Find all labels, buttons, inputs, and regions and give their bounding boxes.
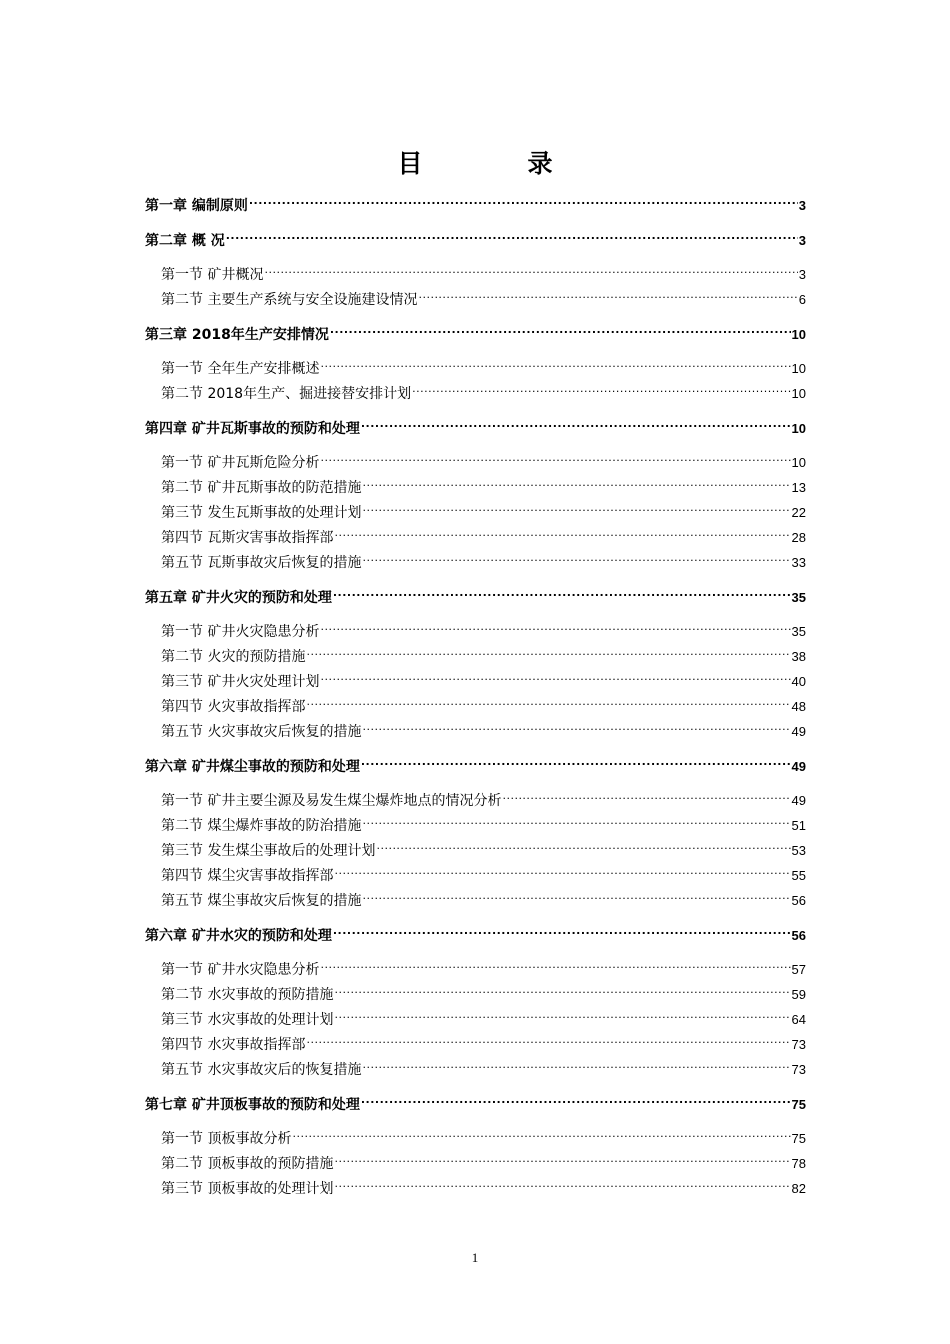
- toc-entry-page: 49: [791, 759, 806, 774]
- toc-section-entry[interactable]: [145, 526, 806, 546]
- toc-dot-leader: [334, 864, 790, 880]
- toc-section-entry[interactable]: [145, 958, 806, 978]
- toc-dot-leader: [362, 814, 790, 830]
- toc-section-entry[interactable]: [145, 864, 806, 884]
- toc-section-entry[interactable]: [145, 720, 806, 740]
- toc-dot-leader: [333, 924, 791, 940]
- toc-entry-label: 第四节 火灾事故指挥部: [161, 699, 306, 715]
- toc-entry-page: 28: [791, 530, 806, 545]
- toc-section-entry[interactable]: [145, 551, 806, 571]
- toc-entry-label: 第六章 矿井煤尘事故的预防和处理: [145, 759, 360, 775]
- toc-entry-label: 第二节 煤尘爆炸事故的防治措施: [161, 818, 362, 834]
- toc-dot-leader: [412, 382, 790, 398]
- toc-entry-label: 第四章 矿井瓦斯事故的预防和处理: [145, 421, 360, 437]
- toc-section-entry[interactable]: [145, 263, 806, 283]
- toc-entry-page: 40: [791, 674, 806, 689]
- toc-dot-leader: [330, 323, 791, 339]
- toc-dot-leader: [320, 451, 790, 467]
- toc-chapter-entry[interactable]: [145, 586, 806, 606]
- toc-entry-page: 49: [791, 724, 806, 739]
- toc-entry-page: 73: [791, 1062, 806, 1077]
- toc-entry-label: 第一节 全年生产安排概述: [161, 361, 320, 377]
- toc-entry-page: 64: [791, 1012, 806, 1027]
- toc-entry-page: 73: [791, 1037, 806, 1052]
- toc-entry-label: 第一节 顶板事故分析: [161, 1131, 292, 1147]
- toc-entry-page: 51: [791, 818, 806, 833]
- toc-dot-leader: [226, 229, 798, 245]
- toc-entry-page: 35: [791, 624, 806, 639]
- toc-section-entry[interactable]: [145, 451, 806, 471]
- toc-dot-leader: [306, 645, 790, 661]
- toc-entry-page: 10: [791, 421, 806, 436]
- toc-entry-label: 第五章 矿井火灾的预防和处理: [145, 590, 332, 606]
- toc-dot-leader: [334, 1008, 790, 1024]
- toc-entry-label: 第五节 水灾事故灾后的恢复措施: [161, 1062, 362, 1078]
- toc-section-entry[interactable]: [145, 357, 806, 377]
- toc-entry-label: 第二节 2018年生产、掘进接替安排计划: [161, 386, 412, 402]
- toc-entry-page: 22: [791, 505, 806, 520]
- toc-dot-leader: [362, 1058, 790, 1074]
- toc-entry-label: 第一节 矿井概况: [161, 267, 264, 283]
- toc-section-entry[interactable]: [145, 620, 806, 640]
- toc-entry-label: 第五节 煤尘事故灾后恢复的措施: [161, 893, 362, 909]
- toc-entry-label: 第四节 煤尘灾害事故指挥部: [161, 868, 334, 884]
- toc-entry-label: 第四节 瓦斯灾害事故指挥部: [161, 530, 334, 546]
- toc-dot-leader: [362, 889, 790, 905]
- toc-section-entry[interactable]: [145, 501, 806, 521]
- toc-section-entry[interactable]: [145, 288, 806, 308]
- toc-section-entry[interactable]: [145, 695, 806, 715]
- toc-entry-label: 第二节 火灾的预防措施: [161, 649, 306, 665]
- toc-dot-leader: [264, 263, 797, 279]
- toc-entry-page: 48: [791, 699, 806, 714]
- toc-dot-leader: [376, 839, 790, 855]
- toc-entry-label: 第三节 顶板事故的处理计划: [161, 1181, 334, 1197]
- toc-dot-leader: [334, 983, 790, 999]
- toc-dot-leader: [418, 288, 797, 304]
- toc-entry-label: 第二节 水灾事故的预防措施: [161, 987, 334, 1003]
- toc-entry-page: 33: [791, 555, 806, 570]
- toc-section-entry[interactable]: [145, 1058, 806, 1078]
- toc-entry-label: 第二节 矿井瓦斯事故的防范措施: [161, 480, 362, 496]
- toc-entry-page: 38: [791, 649, 806, 664]
- toc-entry-page: 10: [791, 361, 806, 376]
- toc-entry-page: 53: [791, 843, 806, 858]
- toc-section-entry[interactable]: [145, 789, 806, 809]
- toc-chapter-entry[interactable]: [145, 323, 806, 343]
- toc-dot-leader: [362, 720, 790, 736]
- toc-chapter-entry[interactable]: [145, 755, 806, 775]
- toc-section-entry[interactable]: [145, 1033, 806, 1053]
- toc-entry-page: 82: [791, 1181, 806, 1196]
- toc-entry-page: 56: [791, 893, 806, 908]
- toc-section-entry[interactable]: [145, 983, 806, 1003]
- toc-entry-page: 10: [791, 327, 806, 342]
- toc-dot-leader: [334, 1152, 790, 1168]
- toc-section-entry[interactable]: [145, 645, 806, 665]
- toc-dot-leader: [292, 1127, 790, 1143]
- toc-chapter-entry[interactable]: [145, 924, 806, 944]
- toc-dot-leader: [361, 755, 791, 771]
- toc-entry-page: 3: [798, 267, 806, 282]
- toc-entry-page: 56: [791, 928, 806, 943]
- toc-entry-label: 第一章 编制原则: [145, 198, 248, 214]
- toc-section-entry[interactable]: [145, 1127, 806, 1147]
- toc-entry-label: 第二节 顶板事故的预防措施: [161, 1156, 334, 1172]
- toc-dot-leader: [334, 526, 790, 542]
- toc-entry-label: 第四节 水灾事故指挥部: [161, 1037, 306, 1053]
- toc-section-entry[interactable]: [145, 814, 806, 834]
- toc-section-entry[interactable]: [145, 382, 806, 402]
- toc-section-entry[interactable]: [145, 1152, 806, 1172]
- toc-entry-label: 第三节 发生煤尘事故后的处理计划: [161, 843, 376, 859]
- toc-entry-page: 55: [791, 868, 806, 883]
- toc-entry-label: 第二章 概 况: [145, 233, 225, 249]
- page-title: 目 录: [397, 149, 593, 178]
- toc-dot-leader: [361, 1093, 791, 1109]
- toc-dot-leader: [362, 501, 790, 517]
- toc-entry-page: 75: [791, 1131, 806, 1146]
- toc-entry-label: 第一节 矿井水灾隐患分析: [161, 962, 320, 978]
- toc-entry-label: 第三节 矿井火灾处理计划: [161, 674, 320, 690]
- toc-dot-leader: [362, 476, 790, 492]
- toc-entry-page: 59: [791, 987, 806, 1002]
- toc-entry-page: 10: [791, 386, 806, 401]
- toc-entry-page: 6: [798, 292, 806, 307]
- toc-dot-leader: [502, 789, 790, 805]
- toc-entry-label: 第七章 矿井顶板事故的预防和处理: [145, 1097, 360, 1113]
- toc-dot-leader: [320, 670, 790, 686]
- toc-entry-page: 78: [791, 1156, 806, 1171]
- toc-entry-page: 3: [798, 233, 806, 248]
- toc-dot-leader: [320, 958, 790, 974]
- toc-section-entry[interactable]: [145, 889, 806, 909]
- toc-dot-leader: [249, 194, 798, 210]
- toc-dot-leader: [361, 417, 791, 433]
- toc-entry-page: 3: [798, 198, 806, 213]
- toc-entry-label: 第二节 主要生产系统与安全设施建设情况: [161, 292, 418, 308]
- toc-dot-leader: [334, 1177, 790, 1193]
- toc-section-entry[interactable]: [145, 476, 806, 496]
- toc-entry-label: 第五节 瓦斯事故灾后恢复的措施: [161, 555, 362, 571]
- toc-entry-page: 57: [791, 962, 806, 977]
- toc-dot-leader: [320, 357, 790, 373]
- toc-entry-label: 第一节 矿井火灾隐患分析: [161, 624, 320, 640]
- toc-section-entry[interactable]: [145, 670, 806, 690]
- toc-entry-label: 第三节 发生瓦斯事故的处理计划: [161, 505, 362, 521]
- toc-section-entry[interactable]: [145, 1177, 806, 1197]
- toc-dot-leader: [306, 695, 790, 711]
- toc-chapter-entry[interactable]: [145, 194, 806, 214]
- toc-section-entry[interactable]: [145, 1008, 806, 1028]
- toc-dot-leader: [362, 551, 790, 567]
- toc-entry-page: 75: [791, 1097, 806, 1112]
- toc-entry-page: 10: [791, 455, 806, 470]
- toc-chapter-entry[interactable]: [145, 229, 806, 249]
- toc-entry-label: 第一节 矿井瓦斯危险分析: [161, 455, 320, 471]
- toc-chapter-entry[interactable]: [145, 417, 806, 437]
- toc-chapter-entry[interactable]: [145, 1093, 806, 1113]
- toc-entry-page: 13: [791, 480, 806, 495]
- toc-section-entry[interactable]: [145, 839, 806, 859]
- toc-entry-label: 第六章 矿井水灾的预防和处理: [145, 928, 332, 944]
- toc-entry-label: 第五节 火灾事故灾后恢复的措施: [161, 724, 362, 740]
- toc-entry-label: 第三节 水灾事故的处理计划: [161, 1012, 334, 1028]
- toc-dot-leader: [333, 586, 791, 602]
- toc-entry-label: 第三章 2018年生产安排情况: [145, 327, 329, 343]
- page-number: 1: [471, 1250, 479, 1265]
- toc-entry-page: 49: [791, 793, 806, 808]
- toc-entry-label: 第一节 矿井主要尘源及易发生煤尘爆炸地点的情况分析: [161, 793, 502, 809]
- toc-dot-leader: [320, 620, 790, 636]
- toc-entry-page: 35: [791, 590, 806, 605]
- toc-dot-leader: [306, 1033, 790, 1049]
